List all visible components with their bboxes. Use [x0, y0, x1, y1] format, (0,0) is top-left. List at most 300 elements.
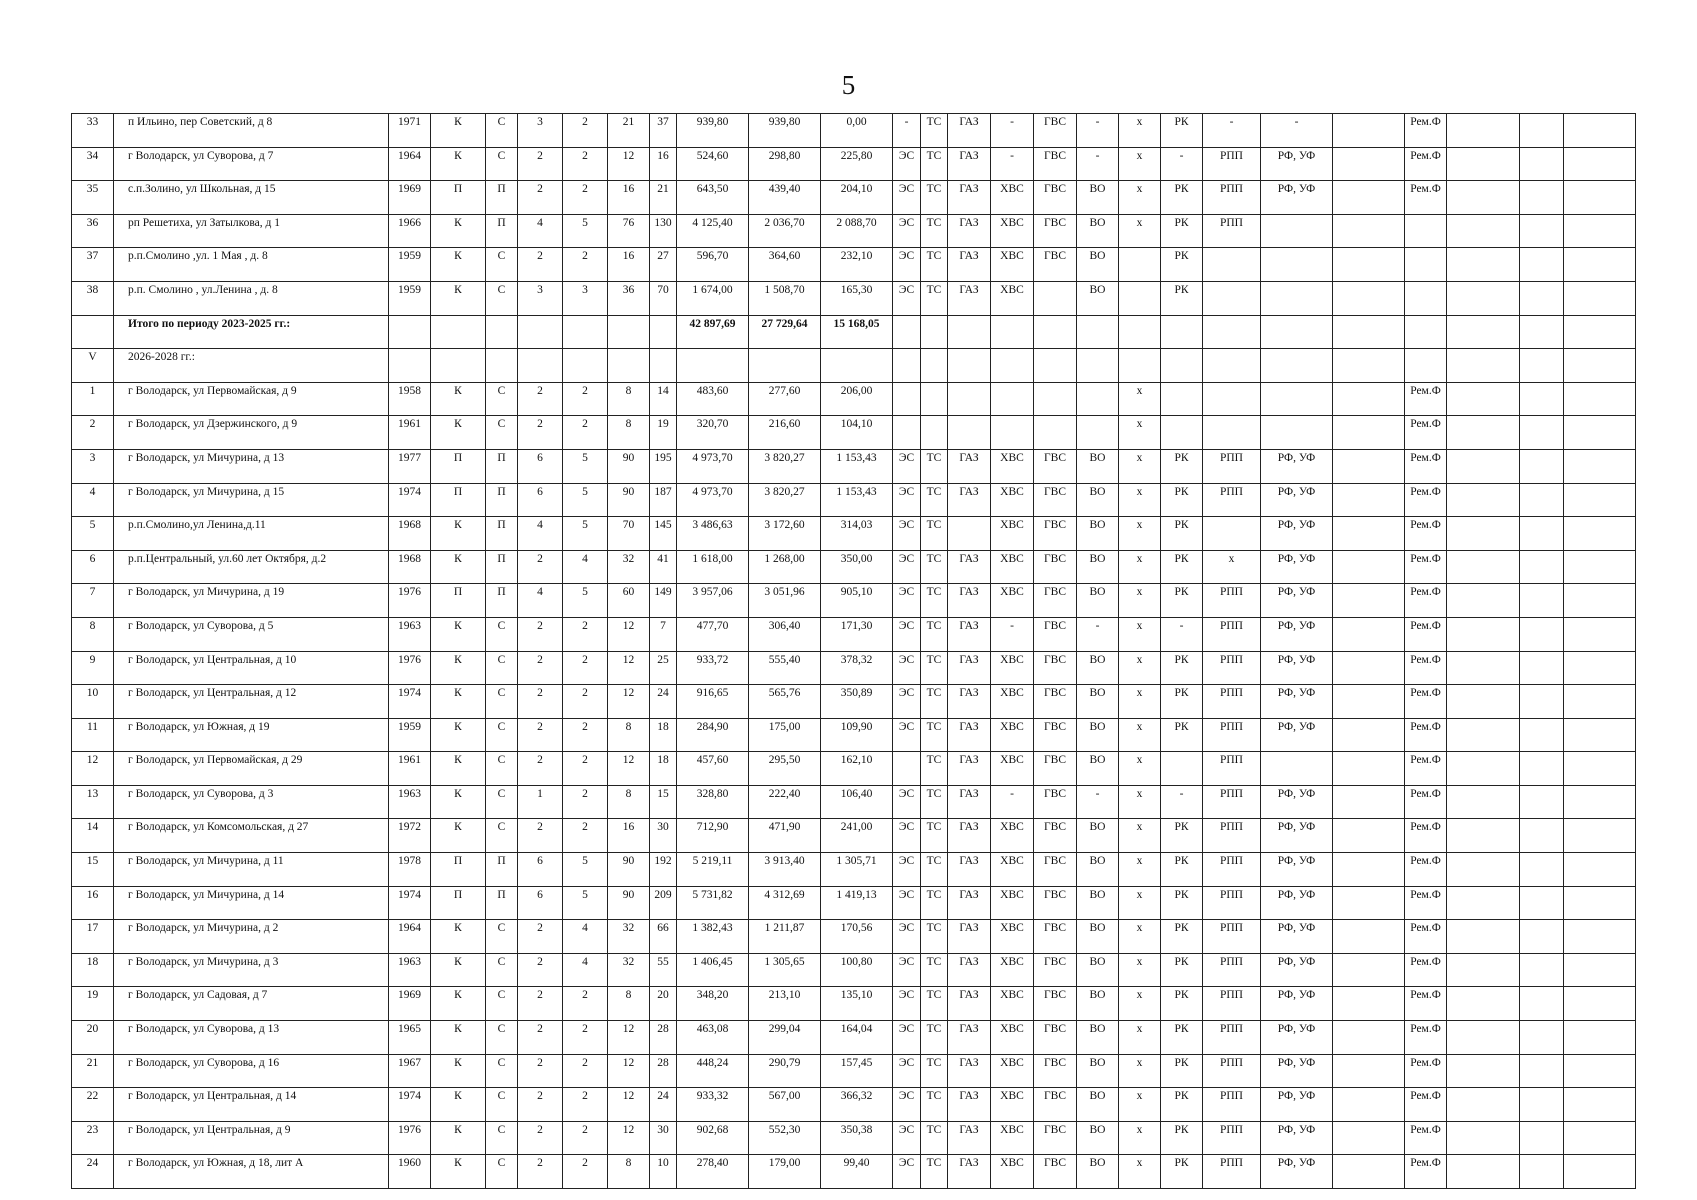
table-cell: [948, 315, 991, 349]
table-cell: 90: [608, 449, 650, 483]
table-cell: [1520, 349, 1564, 383]
table-cell: 5: [563, 853, 608, 887]
address-cell: г Володарск, ул Мичурина, д 3: [114, 953, 389, 987]
table-cell: 2: [518, 382, 563, 416]
table-cell: 21: [608, 114, 650, 148]
table-cell: 149: [650, 584, 677, 618]
table-cell: 477,70: [677, 617, 749, 651]
table-cell: [1203, 248, 1261, 282]
table-cell: 366,32: [821, 1088, 893, 1122]
table-cell: 1976: [389, 651, 431, 685]
table-cell: 4 125,40: [677, 214, 749, 248]
table-cell: ГАЗ: [948, 718, 991, 752]
table-cell: 25: [650, 651, 677, 685]
table-cell: 38: [72, 281, 114, 315]
table-cell: 27: [650, 248, 677, 282]
table-cell: [1333, 483, 1405, 517]
table-cell: 320,70: [677, 416, 749, 450]
table-cell: [1203, 416, 1261, 450]
table-cell: ВО: [1077, 449, 1119, 483]
table-cell: [1564, 114, 1636, 148]
table-cell: РК: [1161, 214, 1203, 248]
table-cell: Рем.Ф: [1405, 147, 1447, 181]
table-row: [72, 449, 1636, 483]
table-cell: [1447, 752, 1520, 786]
table-cell: [1333, 819, 1405, 853]
table-cell: ХВС: [991, 1021, 1034, 1055]
table-cell: 204,10: [821, 181, 893, 215]
table-cell: [608, 315, 650, 349]
table-cell: 939,80: [749, 114, 821, 148]
table-cell: 16: [650, 147, 677, 181]
table-cell: РК: [1161, 114, 1203, 148]
table-cell: РФ, УФ: [1261, 550, 1333, 584]
table-cell: С: [486, 1121, 518, 1155]
table-cell: ГАЗ: [948, 584, 991, 618]
address-cell: г Володарск, ул Центральная, д 14: [114, 1088, 389, 1122]
table-cell: ГВС: [1034, 181, 1077, 215]
table-cell: 216,60: [749, 416, 821, 450]
table-cell: [1564, 550, 1636, 584]
table-cell: х: [1119, 853, 1161, 887]
table-cell: 12: [72, 752, 114, 786]
table-cell: 1968: [389, 517, 431, 551]
table-cell: 2: [563, 114, 608, 148]
table-cell: РФ, УФ: [1261, 1155, 1333, 1189]
table-cell: ТС: [921, 953, 948, 987]
table-cell: ГАЗ: [948, 483, 991, 517]
table-cell: 162,10: [821, 752, 893, 786]
table-cell: 350,00: [821, 550, 893, 584]
table-cell: РПП: [1203, 1088, 1261, 1122]
table-cell: 2: [518, 1155, 563, 1189]
table-cell: 2: [563, 785, 608, 819]
table-cell: [1447, 617, 1520, 651]
table-cell: С: [486, 752, 518, 786]
table-cell: 8: [608, 416, 650, 450]
table-cell: ХВС: [991, 214, 1034, 248]
table-cell: 8: [608, 382, 650, 416]
table-row: [72, 886, 1636, 920]
table-cell: [1405, 248, 1447, 282]
table-cell: ГАЗ: [948, 1155, 991, 1189]
table-cell: [1564, 785, 1636, 819]
table-cell: 9: [72, 651, 114, 685]
table-cell: 4: [518, 214, 563, 248]
table-cell: [1564, 718, 1636, 752]
table-cell: ЭС: [893, 651, 921, 685]
table-cell: Рем.Ф: [1405, 1155, 1447, 1189]
table-cell: 6: [518, 886, 563, 920]
table-cell: [1034, 416, 1077, 450]
table-cell: 2: [518, 819, 563, 853]
table-cell: [1333, 416, 1405, 450]
table-cell: 12: [608, 685, 650, 719]
table-cell: ТС: [921, 584, 948, 618]
table-cell: [1564, 584, 1636, 618]
table-cell: ХВС: [991, 449, 1034, 483]
table-cell: ЭС: [893, 819, 921, 853]
table-cell: -: [1203, 114, 1261, 148]
table-cell: РФ, УФ: [1261, 953, 1333, 987]
table-cell: [893, 349, 921, 383]
table-cell: РФ, УФ: [1261, 987, 1333, 1021]
table-cell: [1564, 1121, 1636, 1155]
table-cell: ТС: [921, 651, 948, 685]
table-cell: ГВС: [1034, 1155, 1077, 1189]
table-cell: С: [486, 987, 518, 1021]
table-cell: РФ, УФ: [1261, 147, 1333, 181]
table-cell: 27 729,64: [749, 315, 821, 349]
table-cell: РПП: [1203, 819, 1261, 853]
table-cell: П: [486, 214, 518, 248]
table-cell: ХВС: [991, 517, 1034, 551]
table-cell: ЭС: [893, 147, 921, 181]
table-cell: К: [431, 281, 486, 315]
table-cell: х: [1119, 483, 1161, 517]
table-cell: 299,04: [749, 1021, 821, 1055]
table-cell: 90: [608, 853, 650, 887]
address-cell: р.п.Смолино ,ул. 1 Мая , д. 8: [114, 248, 389, 282]
table-cell: РПП: [1203, 953, 1261, 987]
table-row: [72, 114, 1636, 148]
table-cell: х: [1119, 752, 1161, 786]
table-cell: 28: [650, 1054, 677, 1088]
table-cell: РПП: [1203, 1021, 1261, 1055]
table-cell: 66: [650, 920, 677, 954]
table-cell: 34: [72, 147, 114, 181]
address-cell: р.п.Смолино,ул Ленина,д.11: [114, 517, 389, 551]
table-row: [72, 617, 1636, 651]
table-cell: 2: [563, 685, 608, 719]
table-cell: 295,50: [749, 752, 821, 786]
table-cell: Рем.Ф: [1405, 785, 1447, 819]
table-cell: 41: [650, 550, 677, 584]
table-cell: [1119, 349, 1161, 383]
table-cell: С: [486, 147, 518, 181]
table-cell: 1966: [389, 214, 431, 248]
table-cell: -: [1077, 147, 1119, 181]
table-cell: К: [431, 416, 486, 450]
table-cell: К: [431, 382, 486, 416]
table-cell: -: [991, 147, 1034, 181]
table-cell: [1333, 1021, 1405, 1055]
table-cell: ГВС: [1034, 114, 1077, 148]
table-cell: [1564, 281, 1636, 315]
table-cell: 1963: [389, 953, 431, 987]
table-cell: [1161, 752, 1203, 786]
table-cell: [1520, 617, 1564, 651]
table-cell: ХВС: [991, 886, 1034, 920]
table-cell: [1119, 281, 1161, 315]
table-cell: 1964: [389, 147, 431, 181]
address-cell: п Ильино, пер Советский, д 8: [114, 114, 389, 148]
table-cell: 1 618,00: [677, 550, 749, 584]
table-cell: [1447, 248, 1520, 282]
table-row: [72, 920, 1636, 954]
address-cell: г Володарск, ул Дзержинского, д 9: [114, 416, 389, 450]
table-cell: РФ, УФ: [1261, 785, 1333, 819]
table-cell: ВО: [1077, 214, 1119, 248]
table-cell: РФ, УФ: [1261, 483, 1333, 517]
table-cell: ТС: [921, 1121, 948, 1155]
table-cell: 1959: [389, 248, 431, 282]
table-cell: 1978: [389, 853, 431, 887]
table-cell: [1447, 114, 1520, 148]
table-cell: Рем.Ф: [1405, 550, 1447, 584]
table-cell: х: [1119, 785, 1161, 819]
table-cell: [1564, 315, 1636, 349]
address-cell: г Володарск, ул Мичурина, д 15: [114, 483, 389, 517]
table-cell: [1564, 1054, 1636, 1088]
table-cell: 12: [608, 752, 650, 786]
table-cell: ВО: [1077, 483, 1119, 517]
table-cell: К: [431, 1155, 486, 1189]
table-cell: 2: [563, 248, 608, 282]
table-cell: 439,40: [749, 181, 821, 215]
table-cell: -: [991, 785, 1034, 819]
table-cell: [1203, 382, 1261, 416]
table-cell: РПП: [1203, 987, 1261, 1021]
table-cell: ГАЗ: [948, 248, 991, 282]
table-cell: [1261, 349, 1333, 383]
table-cell: 21: [72, 1054, 114, 1088]
table-cell: С: [486, 382, 518, 416]
table-cell: С: [486, 685, 518, 719]
table-cell: [1564, 987, 1636, 1021]
table-cell: ГАЗ: [948, 449, 991, 483]
table-cell: 1968: [389, 550, 431, 584]
table-cell: ЭС: [893, 1155, 921, 1189]
table-cell: 1969: [389, 181, 431, 215]
table-cell: ТС: [921, 1021, 948, 1055]
table-cell: РК: [1161, 248, 1203, 282]
table-cell: [1333, 550, 1405, 584]
table-cell: 2: [518, 181, 563, 215]
table-cell: [821, 349, 893, 383]
table-cell: ЭС: [893, 886, 921, 920]
table-cell: 17: [72, 920, 114, 954]
table-cell: [1261, 281, 1333, 315]
table-cell: К: [431, 920, 486, 954]
table-cell: 2: [563, 1121, 608, 1155]
address-cell: г Володарск, ул Мичурина, д 14: [114, 886, 389, 920]
table-cell: ТС: [921, 449, 948, 483]
table-cell: ВО: [1077, 920, 1119, 954]
table-cell: [1261, 214, 1333, 248]
table-cell: -: [1077, 114, 1119, 148]
table-cell: Рем.Ф: [1405, 483, 1447, 517]
table-cell: ГВС: [1034, 449, 1077, 483]
table-cell: [1447, 953, 1520, 987]
table-cell: [1333, 248, 1405, 282]
table-cell: [1261, 416, 1333, 450]
table-cell: РПП: [1203, 685, 1261, 719]
table-cell: ГАЗ: [948, 819, 991, 853]
table-cell: РПП: [1203, 181, 1261, 215]
table-cell: ЭС: [893, 1121, 921, 1155]
table-cell: [1447, 685, 1520, 719]
table-cell: 4 973,70: [677, 449, 749, 483]
table-cell: 350,38: [821, 1121, 893, 1155]
table-cell: ГАЗ: [948, 920, 991, 954]
table-cell: 157,45: [821, 1054, 893, 1088]
table-cell: 565,76: [749, 685, 821, 719]
table-cell: ВО: [1077, 718, 1119, 752]
table-cell: 206,00: [821, 382, 893, 416]
table-cell: 1 406,45: [677, 953, 749, 987]
table-cell: ХВС: [991, 181, 1034, 215]
table-cell: РПП: [1203, 920, 1261, 954]
table-cell: ГВС: [1034, 953, 1077, 987]
table-cell: 5: [563, 214, 608, 248]
table-cell: К: [431, 987, 486, 1021]
table-cell: 1 268,00: [749, 550, 821, 584]
table-row: [72, 1121, 1636, 1155]
table-cell: 2: [518, 987, 563, 1021]
table-cell: [1447, 1121, 1520, 1155]
table-cell: ЭС: [893, 718, 921, 752]
table-cell: ТС: [921, 1088, 948, 1122]
table-cell: [1261, 752, 1333, 786]
table-cell: х: [1119, 584, 1161, 618]
table-cell: 171,30: [821, 617, 893, 651]
table-cell: Рем.Ф: [1405, 584, 1447, 618]
table-cell: Рем.Ф: [1405, 920, 1447, 954]
table-cell: С: [486, 819, 518, 853]
table-row: [72, 517, 1636, 551]
table-cell: 2: [518, 147, 563, 181]
subtotal-row: [72, 315, 1636, 349]
table-cell: ТС: [921, 550, 948, 584]
table-cell: 99,40: [821, 1155, 893, 1189]
table-cell: ТС: [921, 1155, 948, 1189]
table-cell: 222,40: [749, 785, 821, 819]
table-cell: 195: [650, 449, 677, 483]
table-cell: П: [486, 483, 518, 517]
table-cell: [431, 315, 486, 349]
table-cell: П: [486, 517, 518, 551]
table-cell: РФ, УФ: [1261, 853, 1333, 887]
table-cell: 2 036,70: [749, 214, 821, 248]
table-cell: 32: [608, 920, 650, 954]
table-cell: [1520, 214, 1564, 248]
table-cell: 16: [608, 181, 650, 215]
table-cell: х: [1119, 147, 1161, 181]
table-cell: РК: [1161, 550, 1203, 584]
table-row: [72, 785, 1636, 819]
table-cell: РПП: [1203, 752, 1261, 786]
table-cell: РФ, УФ: [1261, 449, 1333, 483]
table-cell: РФ, УФ: [1261, 920, 1333, 954]
table-cell: 18: [650, 752, 677, 786]
table-cell: РК: [1161, 517, 1203, 551]
table-cell: РФ, УФ: [1261, 1054, 1333, 1088]
address-cell: г Володарск, ул Суворова, д 13: [114, 1021, 389, 1055]
table-cell: х: [1119, 517, 1161, 551]
table-cell: ГВС: [1034, 617, 1077, 651]
table-cell: [1447, 517, 1520, 551]
table-cell: 2: [563, 1054, 608, 1088]
table-cell: 1974: [389, 886, 431, 920]
table-cell: Рем.Ф: [1405, 181, 1447, 215]
table-cell: х: [1119, 685, 1161, 719]
table-cell: х: [1119, 651, 1161, 685]
table-row: [72, 550, 1636, 584]
table-cell: [1564, 651, 1636, 685]
table-cell: Рем.Ф: [1405, 1021, 1447, 1055]
table-row: [72, 584, 1636, 618]
table-cell: [1564, 382, 1636, 416]
table-cell: [1564, 181, 1636, 215]
table-cell: х: [1119, 214, 1161, 248]
table-cell: 1 153,43: [821, 483, 893, 517]
table-cell: 1967: [389, 1054, 431, 1088]
table-cell: 933,32: [677, 1088, 749, 1122]
table-cell: 23: [72, 1121, 114, 1155]
table-cell: Рем.Ф: [1405, 819, 1447, 853]
table-cell: 448,24: [677, 1054, 749, 1088]
table-cell: ГВС: [1034, 1088, 1077, 1122]
address-cell: рп Решетиха, ул Затылкова, д 1: [114, 214, 389, 248]
table-cell: ВО: [1077, 181, 1119, 215]
table-cell: х: [1119, 1155, 1161, 1189]
table-cell: ГВС: [1034, 1021, 1077, 1055]
table-cell: 8: [608, 987, 650, 1021]
table-cell: [991, 349, 1034, 383]
table-cell: [72, 315, 114, 349]
table-cell: 12: [608, 1121, 650, 1155]
table-cell: С: [486, 1155, 518, 1189]
table-cell: [1447, 382, 1520, 416]
table-cell: [389, 315, 431, 349]
table-cell: 916,65: [677, 685, 749, 719]
table-cell: ВО: [1077, 281, 1119, 315]
table-cell: Рем.Ф: [1405, 517, 1447, 551]
table-cell: ЭС: [893, 584, 921, 618]
table-cell: ХВС: [991, 483, 1034, 517]
table-cell: РПП: [1203, 785, 1261, 819]
table-cell: ЭС: [893, 920, 921, 954]
address-cell: г Володарск, ул Комсомольская, д 27: [114, 819, 389, 853]
table-cell: [563, 315, 608, 349]
table-cell: х: [1203, 550, 1261, 584]
table-cell: [1333, 718, 1405, 752]
table-cell: 192: [650, 853, 677, 887]
table-cell: ВО: [1077, 752, 1119, 786]
table-cell: 28: [650, 1021, 677, 1055]
table-cell: 30: [650, 1121, 677, 1155]
table-cell: РФ, УФ: [1261, 1088, 1333, 1122]
table-cell: ЭС: [893, 483, 921, 517]
table-cell: 552,30: [749, 1121, 821, 1155]
table-cell: [1405, 214, 1447, 248]
table-cell: ГВС: [1034, 651, 1077, 685]
table-cell: 90: [608, 886, 650, 920]
table-row: [72, 987, 1636, 1021]
table-cell: [1405, 349, 1447, 383]
table-cell: 314,03: [821, 517, 893, 551]
table-cell: х: [1119, 550, 1161, 584]
table-cell: ГАЗ: [948, 181, 991, 215]
table-cell: [1520, 1155, 1564, 1189]
table-cell: РПП: [1203, 651, 1261, 685]
table-cell: 555,40: [749, 651, 821, 685]
table-cell: ХВС: [991, 281, 1034, 315]
table-cell: [1447, 483, 1520, 517]
table-cell: 6: [518, 483, 563, 517]
table-cell: 2: [518, 617, 563, 651]
